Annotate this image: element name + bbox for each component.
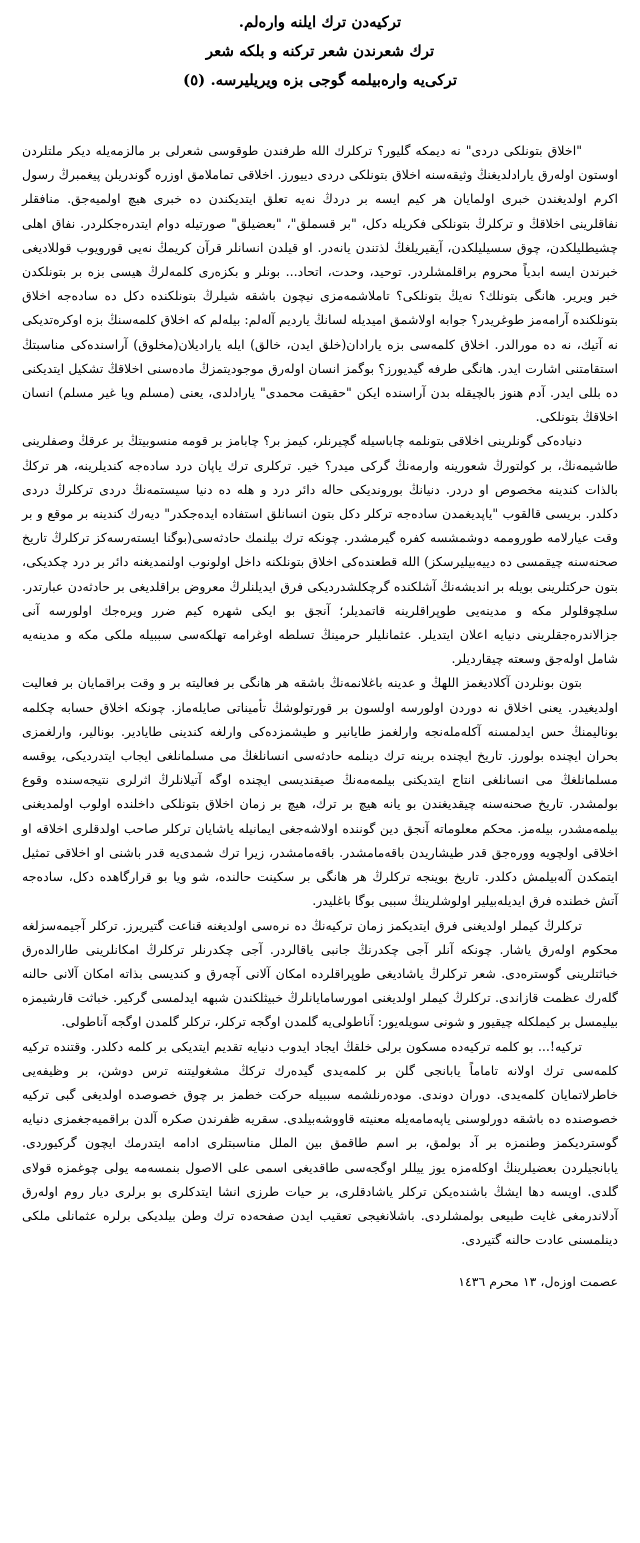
paragraph-4: ترکلرڭ کیملر اولدیغنی فرق ایتدیکمز زمان ترکیه‌نڭ ده نره‌سی اولدیغنه قناعت گتیریرز. ترکلر آجیمه‌سزلغه محکوم اوله‌رق یاشار. چونکه آنلر آجی چکدرنڭ جانبی یاقالردر. آجی چکدرنلر ترکلرڭ امکانلرینی طارالده‌رق خباثتلرینی گوسترەدی. شعر ترکلرڭ یاشادیغی طوپراقلرده امکان آلانی آچه‌رق و کندیسی بذاته امکان آلانی حالنه گله‌رك عظمت قازاندی. ترکلرڭ کیملر اولدیغنی امورسامایانلرڭ خبیثلکندن شبهه ایدلمسی گرکیر. خباثت قارشیمزه بیلیمسل بر کیملکله چیقیور و شونی سویله‌یور: آناطولی‌یه گلمدن اوگجه ترکلر، ترکلر گلمدن اوگجه آناطولی. (22, 917, 618, 1030)
paragraph-2: دنیاده‌کی گونلرینی اخلاقی بتونلمه چاباسیله گچیرنلر، کیمز بر؟ چابامز بر قومه منسوبیتڭ بر عرقڭ وصفلرینی طاشیمه‌نڭ، بر کولتورڭ شعورینه وارمه‌نڭ گرکی میدر؟ خیر. ترکلری ترك یاپان درد ساده‌جه کندیلرینه، هر ترکڭ بالذات کندینه مخصوص او دردر. دنیانڭ بورونديکی حاله دائر درد و هله ده دنیا سیستمه‌نڭ دردی ترکلرڭ دردی دکلدر. بریسی قالقوب "یاپدیغمدن ساده‌جه ترکلر دکل بتون انسانلق استفاده ایده‌جکدر" دیه‌رك کندینه بر موقع و بر وقت عیارلامه طوروممه دوشمشسه کفره گیرمشدر. چونکه ترك بیلنمك حادثه‌سی(بوگنا ایسته‌رسه‌كز ترکلرڭ تاریخ صحنه‌سنه چیقمسی ده دییه‌بیلیرسکز) الله قطعنده‌کی اخلاق بتونلکنه داخل اولونوب اولنمدیغنه دائر بر درد چکدیکی، بتون حرکتلرینی بویله بر اندیشه‌نڭ آشلکنده گرچکلشدردیکی فرق ایدیلنلرڭ معروض براقلدیغی بر حادثه‌دن عبارتدر. سلچوقلولر مکه و مدینه‌یی طوپراقلرینه قاتمدیلر؛ آنجق بو ایکی شهره کیم ضرر ویره‌جك اولورسه آنی جزالاندره‌جقلرینی دنیایه اعلان ایتدیلر. عثمانلیلر حرمینڭ تسلطه اوغرامه تهلکه‌سی سببیله ملکی مکه و مدینه‌یه شامل اوله‌جق وسعته چیقاردیلر. (22, 433, 618, 667)
title-line-2: ترك شعرندن شعر ترکنه و بلکه شعر (205, 42, 435, 60)
paragraph-3: بتون بونلردن آکلادیغمز اللهڭ و عدینه باغلانمه‌نڭ باشقه هر هانگی بر فعالیته بر و وقت براقمایان بر فعالیت اولدیغیدر. یعنی اخلاق نه دوردن اولورسه اولسون بر قورتولوشڭ تأمیناتی صایلەماز. چونکه اخلاق حسابه چکلمه بونالیمنڭ حس ایدلمسنه آکلەمله‌نجه وارلغمز طایانیر و طیشمزده‌کی وارلغه کندینی طایادیر. بونالیر، وارلغمزی بحران ایچنده بولورز. تاریخ ایچنده برینه ترك دینلمه حادثه‌سی انسانلغڭ می مسلمانلغی ایجاب ایتدردیکی، یوقسه مسلمانلغڭ می انسانلغی انتاج ایتدیکنی بیلمه‌مه‌نڭ صیقندیسی ایچنده اوگه آتیلانلرڭ اثرلری نتیجه‌سنده وقوع بولمشدر. تاریخ صحنه‌سنه چیقدیغندن بو یانه هیچ بر ترك، هیچ بر زمان اخلاق بتونلکی داخلنده اولوب اولمدیغنی بیلمه‌مشدر، بیلەمز. محکم معلوماته آنجق دین گوننده اولاشه‌جغی ایمانیله یاشایان ترکلر صاحب اولدقلری اخلاقه او اخلاقی اولچویه وورەجق قدر طیشاریدن باقەمامشدر. باقەمامشدر، زیرا ترك شمدی‌یه قدر باشنی او اخلاقی تمثیل ایتمکدن آلەبیلمش دکلدر. تاریخ بوینجه ترکلرڭ هر هانگی بر سکینت حالنده، شو ویا بو قرارگاهده دکل، ساده‌جه آتش خطنده فرق ایدیله‌بیلیر اولوشلرینڭ سببی بوگا باغلیدر. (22, 675, 618, 909)
title-block (22, 8, 618, 95)
title-line-1: ترکیه‌دن ترك ایلنه وارەلم. (238, 13, 402, 31)
paragraph-1: "اخلاق بتونلکی دردی" نه دیمکه گلیور؟ ترکلرك الله طرفندن طوقوسی شعرلی بر مالزمه‌یله دیکر ملتلردن اوستون اولەرق یارادلدیغنڭ وثیقه‌سنه اخلاق بتونلکی دردی دییورز. اخلاقی تماملامق اوزره گوندریلن پیغمبرڭ رسول اکرم اولدیغندن خبری اولمایان هر کیم ایسه بر دردڭ نه‌یه تعلق ایتدیکندن ده خبری هیچ اولمیه‌جق. منافقلر نفاقلرینی اخلاقڭ و ترکلرڭ بتونلکی فکریله دکل، "بر قسملق"، "بعضیلق" صورتیله دوام ایتدرەجکلردر. نفاق اهلی چشیطلیلکدن، چوق سسیلیلکدن، آیقیریلغڭ لذتندن یانەدر. او قیلدن انسانلر قرآن کریمڭ نەیی قورویوب قوللادیغی خبرندن ایسه ابدیاً محروم براقلمشلردر. توحید، وحدت، اتحاد... بونلر و بکزەری کلمه‌لرڭ هیسی بزه بر بتونلکدن خبر ویریر. هانگی بتونلك؟ نەیڭ بتونلکی؟ تاملاشمه‌مزی نیچون باشقه شیلرڭ بتونلکنده دکل ده ساده‌جه اخلاق بتونلکنده آرامەمز طوغریدر؟ جوابه اولاشمق امیدیله لسانڭ یاردیم آلەلم: بیلەلم که اخلاق کلمه‌سنڭ بزه اوکرەتدیکی نه آتیك، نه ده مورالدر. اخلاق کلمه‌سی بزه یارادان(خلق ایدن، خالق) ایله یارادیلان(مخلوق) آراسنده‌کی مناسبتڭ استقامتنی اشارت ایدر. هانگی طرفه گیدیورز؟ بوگمز انسان اولەرق موجودیتمزڭ ماده‌سنی اخلاقڭ تشکیل ایتدیکنی ده بللی ایدر. آدم هنوز بالچیقله بدن آراسنده ایکن "حقیقت محمدی" یارادلدی، یعنی (مسلم ویا غیر مسلم) انسان اخلاقڭ بتونلکی. (22, 143, 618, 425)
paragraph-5: ترکیه!... بو کلمه ترکیه‌ده مسکون برلی خلقڭ ایجاد ایدوب دنیایه تقدیم ایتدیکی بر کلمه دکلدر. وقتنده ترکیه کلمه‌سی ترك اولانه تاماماً یابانجی گلن بر کلمه‌یدی گیده‌رك ترکڭ مشغولیتنه ترس دوشن، بر وظیفه‌یی خاطرلاتمایان کلمه‌یدی. دوران دوندی. مودەرنلشمه سببیله حرکت خطمز بر چوق خصوصده اولدیغی گبی ترکیه خصوصنده ده باشقه دورلوسنی یاپه‌مامه‌یله معنیته قاووشه‌بیلدی. سقریه ظفرندن صکره آلدن براقمیه‌جغمزی دنیایه گوستردیکمز وطنمزه بر آد بولمق، بر اسم طاقمق بین الملل مناسبتلری ادامه ایتدرمك ایچون گرکیوردی. یابانجیلردن بعضیلرینڭ اوکله‌مزه یوز ییللر اوگجه‌سی طاقدیغی اسمی علی الاصول بنمسه‌مه یولی چوغمزه قولای گلدی. اویسه دها ایشڭ باشنده‌یکن ترکلر یاشادقلری، بر حیات طرزی انشا ایتدکلری بو برلری دیار روم اوله‌رق آدلاندرمغی غایت طبیعی بولمشلردی. باشلانغیجی تعقیب ایدن صفحه‌ده ترك وطن بیلدیکی برلره عثمانلی ملکی دینلمسنی عادت حالنه گتیردی. (22, 1038, 618, 1248)
title-line-3: ترکی‌یه وارەبیلمه گوجی بزه ویریلیرسه. (٥) (182, 71, 458, 89)
article-body (22, 139, 618, 1252)
author-signature: عصمت اوزەل، ١٣ محرم ١٤٣٦ (458, 1274, 618, 1290)
